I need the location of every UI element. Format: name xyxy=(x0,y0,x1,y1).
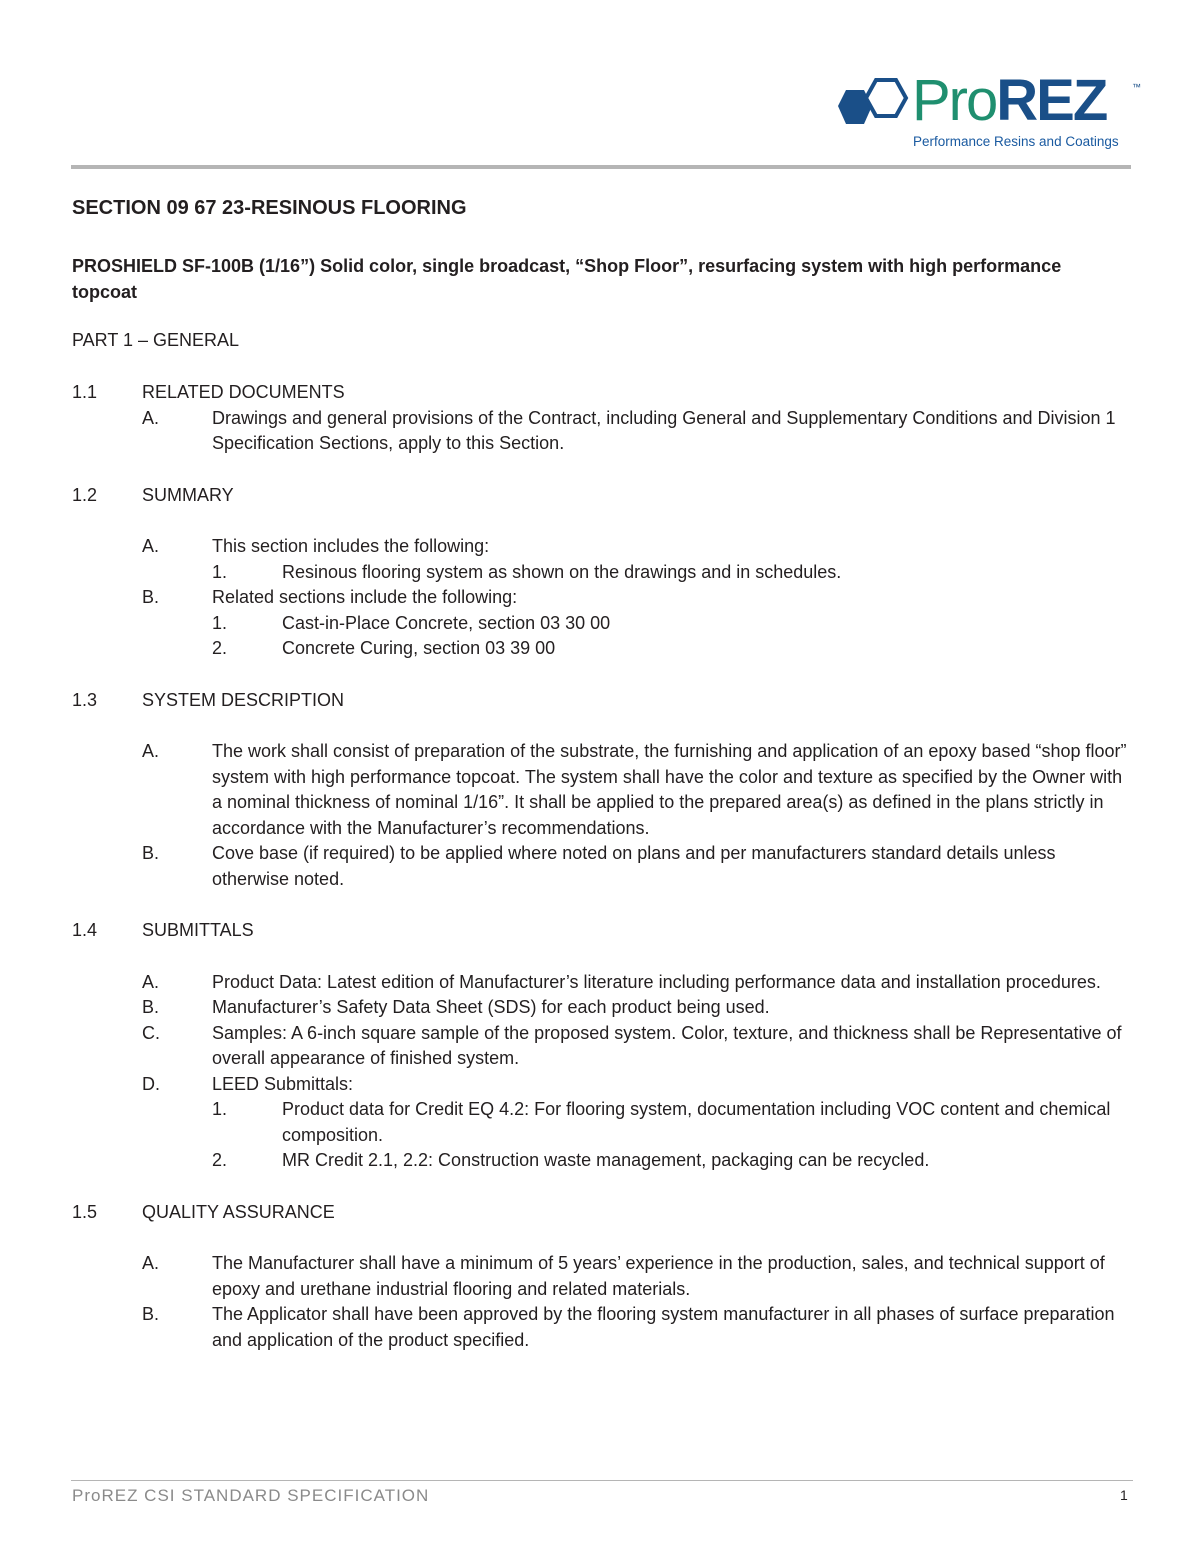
spec-body xyxy=(72,380,1134,1353)
hexagon-logo-icon xyxy=(836,78,910,130)
list-item xyxy=(72,1072,1134,1098)
section-1-5 xyxy=(72,1200,1134,1252)
item-label: A. xyxy=(142,741,160,761)
list-item xyxy=(72,739,1134,841)
sub-item xyxy=(72,636,1134,662)
section-heading: SYSTEM DESCRIPTION xyxy=(142,689,345,710)
item-text: Product Data: Latest edition of Manufacturer’s literature including performance data and installation procedures. xyxy=(212,971,1101,992)
sub-item-label: 1. xyxy=(212,612,228,633)
sub-item-label: 2. xyxy=(212,638,228,658)
list-item xyxy=(72,534,1134,560)
section-number: 1.1 xyxy=(72,382,98,402)
item-text: Manufacturer’s Safety Data Sheet (SDS) for each product being used. xyxy=(212,997,770,1017)
item-text: Samples: A 6-inch square sample of the proposed system. Color, texture, and thickness shall be Representative of overall appearance of finished system. xyxy=(212,1022,1122,1068)
section-heading: SUBMITTALS xyxy=(142,920,254,940)
sub-item xyxy=(72,560,1134,586)
header-divider xyxy=(71,165,1131,169)
logo-wordmark xyxy=(912,68,1106,134)
sub-item-text: MR Credit 2.1, 2.2: Construction waste management, packaging can be recycled. xyxy=(282,1150,930,1170)
logo-rez-text: REZ xyxy=(996,68,1107,133)
logo-tagline: Performance Resins and Coatings xyxy=(913,134,1119,149)
item-label: B. xyxy=(142,843,160,863)
item-text: This section includes the following: xyxy=(212,536,490,556)
section-1-1 xyxy=(72,380,1134,406)
item-text: The work shall consist of preparation of the substrate, the furnishing and application of an epoxy based “shop floor” system with high performance topcoat. The system shall have the color and texture as specified by the Owner with a nominal thickness of nominal 1/16”. It shall be applied to the prepared area(s) as defined in the plans strictly in accordance with the Manufacturer’s recommendations. xyxy=(212,741,1127,838)
part-heading: PART 1 – GENERAL xyxy=(72,330,240,350)
section-1-3 xyxy=(72,688,1134,740)
item-text: The Applicator shall have been approved by the flooring system manufacturer in all phases of surface preparation and application of the product specified. xyxy=(212,1304,1115,1350)
logo-trademark: ™ xyxy=(1132,82,1141,92)
page-number: 1 xyxy=(1120,1487,1128,1503)
item-label: B. xyxy=(142,1304,160,1324)
list-item xyxy=(72,1021,1134,1072)
item-label: A. xyxy=(142,971,160,992)
list-item xyxy=(72,970,1134,996)
section-title: SECTION 09 67 23-RESINOUS FLOORING xyxy=(72,197,467,219)
sub-item-label: 1. xyxy=(212,561,228,582)
list-item xyxy=(72,1251,1134,1302)
section-heading: RELATED DOCUMENTS xyxy=(142,382,345,402)
item-text: Related sections include the following: xyxy=(212,587,518,607)
sub-item-text: Cast-in-Place Concrete, section 03 30 00 xyxy=(282,612,611,633)
sub-item-label: 2. xyxy=(212,1150,228,1170)
list-item xyxy=(72,841,1134,892)
section-number: 1.4 xyxy=(72,920,98,940)
list-item xyxy=(72,585,1134,611)
sub-item-label: 1. xyxy=(212,1099,228,1119)
section-number: 1.2 xyxy=(72,484,98,505)
item-text: Cove base (if required) to be applied where noted on plans and per manufacturers standard details unless otherwise noted. xyxy=(212,843,1056,889)
sub-item-text: Resinous flooring system as shown on the drawings and in schedules. xyxy=(282,561,842,582)
list-item xyxy=(72,1302,1134,1353)
item-label: D. xyxy=(142,1073,160,1094)
item-text: The Manufacturer shall have a minimum of 5 years’ experience in the production, sales, and technical support of epoxy and urethane industrial flooring and related materials. xyxy=(212,1253,1105,1299)
sub-item xyxy=(72,611,1134,637)
footer-divider xyxy=(71,1480,1133,1481)
item-label: B. xyxy=(142,997,160,1017)
item-label: B. xyxy=(142,587,160,607)
item-text: LEED Submittals: xyxy=(212,1073,354,1094)
section-1-4 xyxy=(72,918,1134,970)
system-subtitle: PROSHIELD SF-100B (1/16”) Solid color, single broadcast, “Shop Floor”, resurfacing system with high performance topcoat xyxy=(72,256,1062,302)
list-item xyxy=(72,995,1134,1021)
logo-pro-text: Pro xyxy=(912,68,997,133)
sub-item xyxy=(72,1097,1134,1148)
item-label: A. xyxy=(142,536,160,556)
footer-label: ProREZ CSI STANDARD SPECIFICATION xyxy=(72,1486,430,1505)
section-heading: QUALITY ASSURANCE xyxy=(142,1201,335,1222)
item-label: A. xyxy=(142,1253,160,1273)
prorez-logo xyxy=(836,68,1146,156)
sub-item-text: Concrete Curing, section 03 39 00 xyxy=(282,638,556,658)
item-label: C. xyxy=(142,1022,160,1043)
section-heading: SUMMARY xyxy=(142,484,234,505)
list-item xyxy=(72,406,1134,457)
section-number: 1.3 xyxy=(72,689,98,710)
sub-item xyxy=(72,1148,1134,1174)
section-1-2 xyxy=(72,483,1134,535)
section-number: 1.5 xyxy=(72,1201,98,1222)
item-text: Drawings and general provisions of the Contract, including General and Supplementary Conditions and Division 1 Specification Sections, apply to this Section. xyxy=(212,407,1116,453)
sub-item-text: Product data for Credit EQ 4.2: For flooring system, documentation including VOC content and chemical composition. xyxy=(282,1099,1111,1145)
item-label: A. xyxy=(142,407,160,428)
